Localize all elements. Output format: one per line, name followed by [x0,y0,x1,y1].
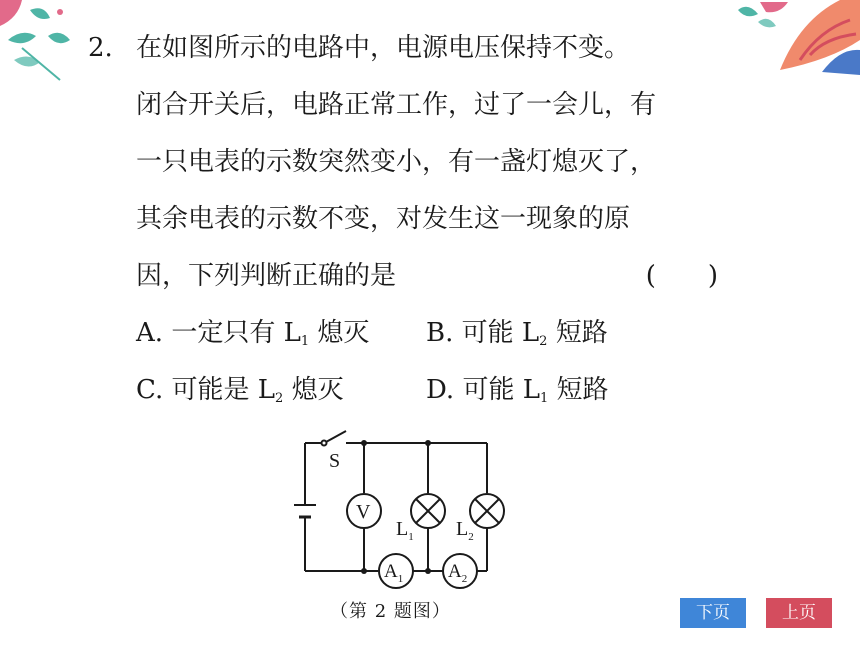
question-text-line: 闭合开关后，电路正常工作，过了一会儿，有 [136,90,657,120]
option-a[interactable]: A. 一定只有 $L_1$ 熄灭 [136,318,370,349]
ammeter-a2-label: $A_2$ [448,561,468,585]
option-c[interactable]: C. 可能是 $L_2$ 熄灭 [136,375,344,406]
previous-page-button[interactable]: 上页 [766,598,832,628]
answer-parentheses: ( ) [645,261,718,291]
leaf-decoration-top-left [0,0,90,90]
lamp-l1-label: $L_1$ [396,518,414,543]
question-number: 2. [88,33,113,63]
question-text-line: 其余电表的示数不变，对发生这一现象的原 [136,204,631,234]
voltmeter-label: V [356,501,371,523]
option-b[interactable]: B. 可能 $L_2$ 短路 [426,318,608,349]
ammeter-a1-label: $A_1$ [384,561,404,585]
question-text-line: 一只电表的示数突然变小，有一盏灯熄灭了， [136,147,657,177]
question-text-line: 在如图所示的电路中，电源电压保持不变。 [136,33,631,63]
lamp-l2-label: $L_2$ [456,518,474,543]
switch-label: S [329,450,341,472]
next-page-button[interactable]: 下页 [680,598,746,628]
flower-decoration-top-right [730,0,860,75]
figure-caption: （第 2 题图） [330,601,451,622]
option-d[interactable]: D. 可能 $L_1$ 短路 [426,375,609,406]
circuit-diagram [280,425,520,590]
switch-blade [326,431,346,442]
question-text-line: 因，下列判断正确的是 [136,261,397,291]
